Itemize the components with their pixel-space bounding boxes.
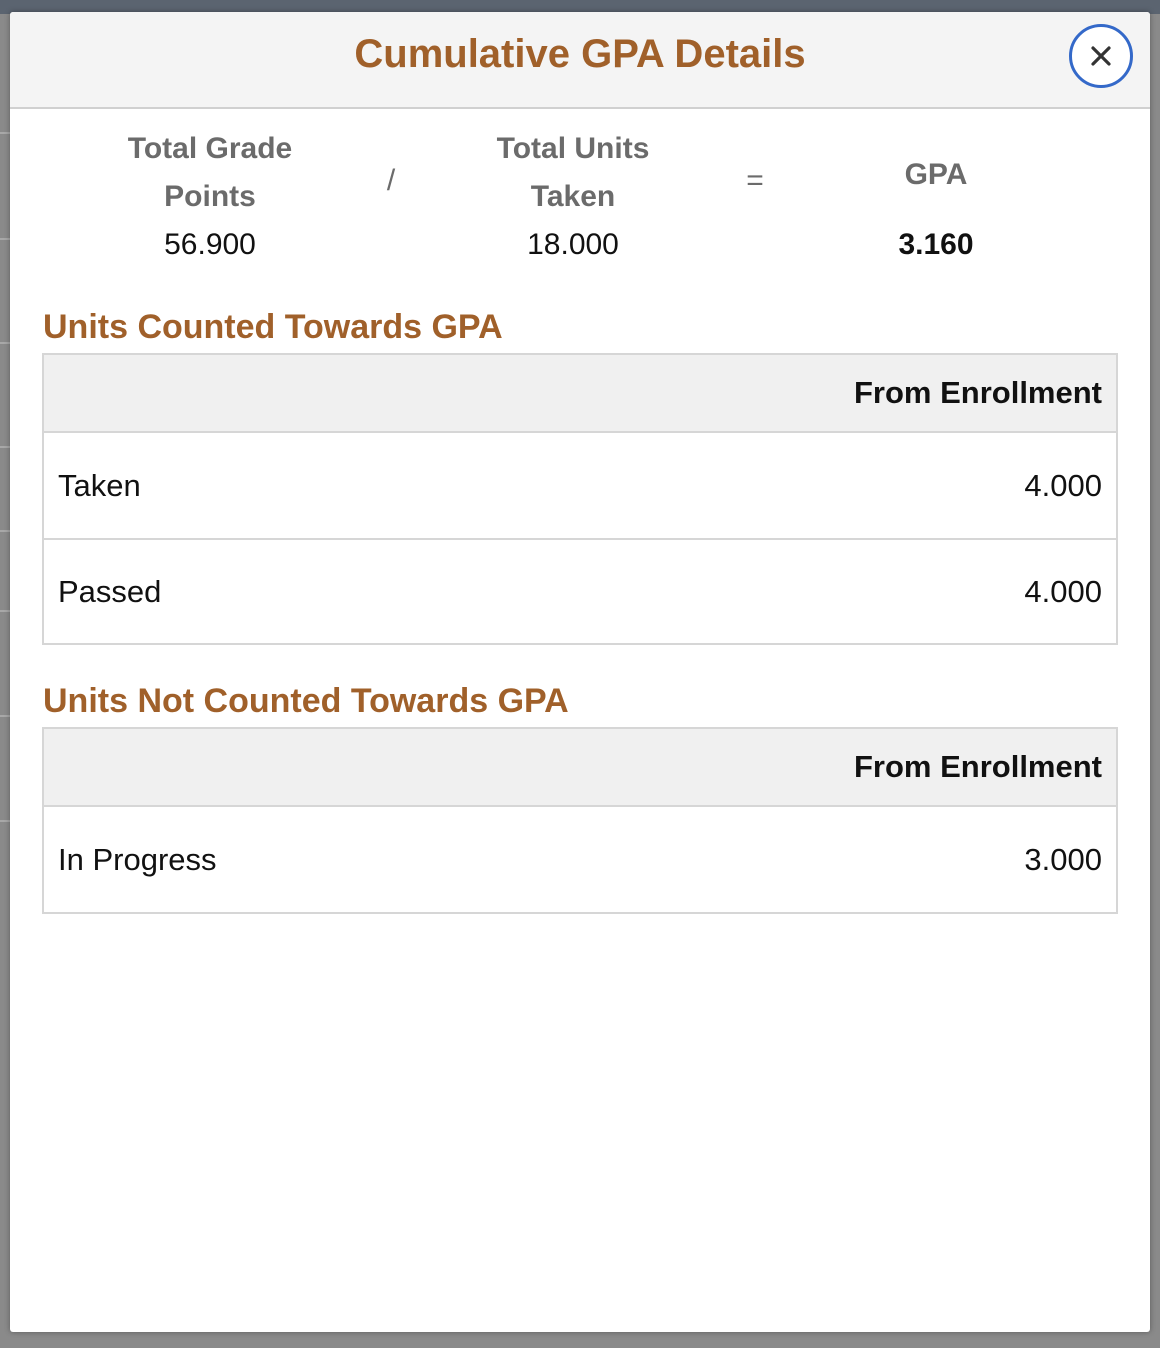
close-icon	[1090, 45, 1112, 67]
units-taken-label-line1: Total Units	[496, 132, 650, 165]
gpa-details-dialog	[10, 12, 1150, 1332]
counted-column-header: From Enrollment	[44, 355, 1116, 433]
grade-points-label-line2: Points	[164, 180, 256, 213]
dialog-header	[10, 12, 1150, 109]
grade-points-label-line1: Total Grade	[127, 132, 293, 165]
gpa-label: GPA	[904, 158, 968, 191]
counted-units-grid	[42, 353, 1118, 645]
row-value-passed: 4.000	[1024, 573, 1102, 609]
units-taken-label-line2: Taken	[530, 180, 616, 213]
divide-operator: /	[386, 164, 396, 197]
dialog-title: Cumulative GPA Details	[354, 32, 806, 76]
grade-points-value: 56.900	[164, 228, 256, 261]
units-taken-value: 18.000	[527, 228, 619, 261]
close-button[interactable]	[1069, 24, 1133, 88]
table-row	[44, 807, 1116, 912]
not-counted-column-header: From Enrollment	[44, 729, 1116, 807]
row-value-taken: 4.000	[1024, 467, 1102, 503]
grade-points-label	[70, 125, 350, 221]
row-label-in-progress: In Progress	[58, 841, 217, 877]
units-taken-label	[433, 125, 713, 221]
row-value-in-progress: 3.000	[1024, 841, 1102, 877]
row-label-taken: Taken	[58, 467, 141, 503]
gpa-value: 3.160	[898, 228, 974, 261]
not-counted-section-title: Units Not Counted Towards GPA	[43, 682, 569, 720]
row-label-passed: Passed	[58, 573, 162, 609]
table-row	[44, 433, 1116, 538]
not-counted-units-grid	[42, 727, 1118, 914]
counted-section-title: Units Counted Towards GPA	[43, 308, 503, 346]
table-row	[44, 538, 1116, 643]
equals-operator: =	[746, 164, 764, 197]
